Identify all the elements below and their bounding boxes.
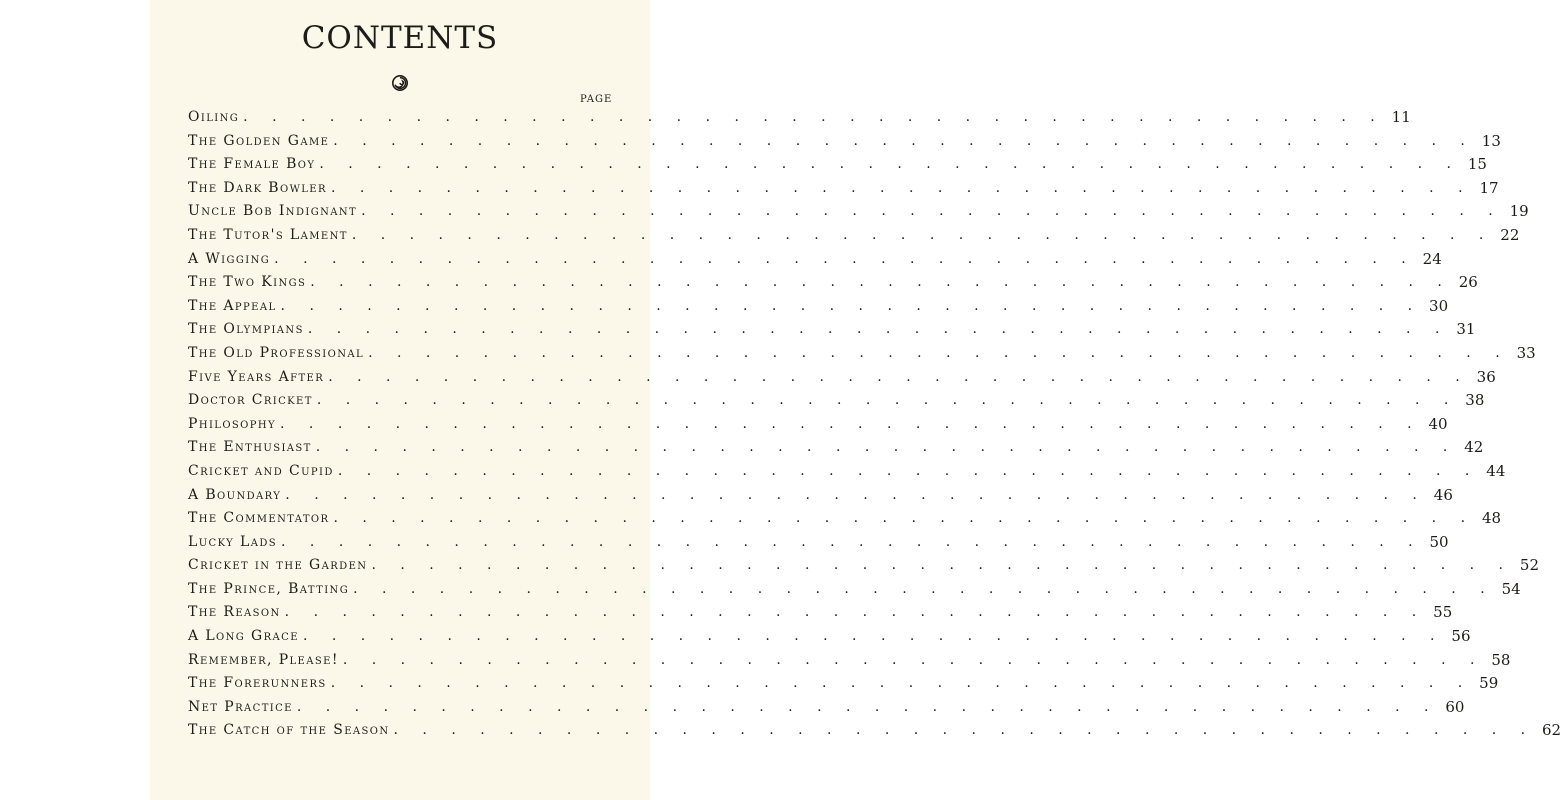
- dot-leader: . . . . . . . . . . . . . . . . . . . . . . . . . . . . . . . . . . . . . . . .: [353, 580, 1495, 597]
- entry-title: Remember, Please!: [188, 651, 339, 668]
- entry-title: Uncle Bob Indignant: [188, 203, 358, 220]
- contents-entry: [188, 413, 1448, 437]
- dot-leader: . . . . . . . . . . . . . . . . . . . . . . . . . . . . . . . . . . . . . . . .: [284, 604, 1427, 621]
- dot-leader: . . . . . . . . . . . . . . . . . . . . . . . . . . . . . . . . . . . . . . . .: [319, 156, 1461, 173]
- contents-entry: [188, 130, 1501, 154]
- contents-entry: [188, 106, 1411, 130]
- entry-title: The Commentator: [188, 510, 330, 527]
- dot-leader: . . . . . . . . . . . . . . . . . . . . . . . . . . . . . . . . . . . . . . . .: [342, 651, 1485, 668]
- entry-page-number: 60: [1445, 697, 1465, 716]
- dot-leader: . . . . . . . . . . . . . . . . . . . . . . . . . . . . . . . . . . . . . . . .: [393, 722, 1536, 739]
- dot-leader: . . . . . . . . . . . . . . . . . . . . . . . . . . . . . . . . . . . . . . . .: [368, 344, 1510, 361]
- contents-entry: [188, 554, 1540, 578]
- dot-leader: . . . . . . . . . . . . . . . . . . . . . . . . . . . . . . . . . . . . . . . .: [333, 132, 1475, 149]
- entry-page-number: 46: [1433, 485, 1453, 504]
- entry-title: Doctor Cricket: [188, 392, 313, 409]
- entry-page-number: 54: [1501, 579, 1521, 598]
- dot-leader: . . . . . . . . . . . . . . . . . . . . . . . . . . . . . . . . . . . . . . . .: [330, 675, 1473, 692]
- contents-entry: [188, 271, 1478, 295]
- entry-title: A Wigging: [188, 250, 271, 267]
- dot-leader: . . . . . . . . . . . . . . . . . . . . . . . . . . . . . . . . . . . . . . . .: [328, 368, 1470, 385]
- contents-entry: [188, 295, 1449, 319]
- dot-leader: . . . . . . . . . . . . . . . . . . . . . . . . . . . . . . . . . . . . . . . .: [280, 297, 1423, 314]
- entry-title: The Enthusiast: [188, 439, 312, 456]
- contents-entry: [188, 507, 1502, 531]
- contents-entry: [188, 601, 1453, 625]
- dot-leader: . . . . . . . . . . . . . . . . . . . . . . . . . . . . . . . . . . . . . . . .: [307, 321, 1450, 338]
- entry-title: Five Years After: [188, 368, 325, 385]
- entry-page-number: 33: [1516, 343, 1536, 362]
- entry-title: A Long Grace: [188, 628, 299, 645]
- contents-entry: [188, 318, 1476, 342]
- entry-page-number: 42: [1464, 438, 1484, 457]
- contents-list: [188, 106, 1561, 743]
- entry-title: Cricket and Cupid: [188, 462, 334, 479]
- entry-page-number: 13: [1481, 131, 1501, 150]
- entry-title: The Female Boy: [188, 156, 316, 173]
- contents-entry: [188, 719, 1561, 743]
- dot-leader: . . . . . . . . . . . . . . . . . . . . . . . . . . . . . . . . . . . . . . . .: [333, 510, 1476, 527]
- contents-entry: [188, 366, 1496, 390]
- contents-entry: [188, 342, 1536, 366]
- contents-entry: [188, 625, 1471, 649]
- contents-entry: [188, 578, 1521, 602]
- contents-entry: [188, 460, 1506, 484]
- entry-page-number: 52: [1519, 556, 1540, 575]
- entry-page-number: 19: [1509, 202, 1529, 221]
- entry-title: The Catch of the Season: [188, 722, 390, 739]
- contents-entry: [188, 153, 1487, 177]
- dot-leader: . . . . . . . . . . . . . . . . . . . . . . . . . . . . . . . . . . . . . . . .: [351, 226, 1494, 243]
- contents-entry: [188, 696, 1465, 720]
- entry-title: Net Practice: [188, 698, 293, 715]
- entry-page-number: 30: [1429, 296, 1449, 315]
- dot-leader: . . . . . . . . . . . . . . . . . . . . . . . . . . . . . . . . . . . . . . . .: [371, 557, 1514, 574]
- dot-leader: . . . . . . . . . . . . . . . . . . . . . . . . . . . . . . . . . . . . . . . .: [285, 486, 1427, 503]
- entry-title: The Old Professional: [188, 344, 365, 361]
- entry-page-number: 40: [1428, 414, 1448, 433]
- entry-title: The Golden Game: [188, 132, 330, 149]
- entry-page-number: 24: [1422, 249, 1442, 268]
- entry-title: A Boundary: [188, 486, 282, 503]
- entry-page-number: 48: [1481, 509, 1502, 528]
- contents-entry: [188, 248, 1442, 272]
- contents-entry: [188, 484, 1453, 508]
- entry-title: The Reason: [188, 604, 281, 621]
- swirl-ornament-icon: [391, 74, 409, 92]
- dot-leader: . . . . . . . . . . . . . . . . . . . . . . . . . . . . . . . . . . . . . . . .: [330, 179, 1473, 196]
- dot-leader: . . . . . . . . . . . . . . . . . . . . . . . . . . . . . . . . . . . . . . . .: [316, 392, 1459, 409]
- entry-page-number: 31: [1456, 320, 1476, 339]
- entry-title: Lucky Lads: [188, 533, 278, 550]
- entry-title: Oiling: [188, 109, 240, 125]
- page-title: CONTENTS: [301, 20, 499, 56]
- entry-page-number: 62: [1542, 721, 1561, 740]
- entry-page-number: 11: [1391, 108, 1411, 126]
- entry-title: The Tutor's Lament: [188, 226, 348, 243]
- contents-entry: [188, 649, 1511, 673]
- dot-leader: . . . . . . . . . . . . . . . . . . . . . . . . . . . . . . . . . . . . . . . .: [315, 439, 1458, 456]
- dot-leader: . . . . . . . . . . . . . . . . . . . . . . . . . . . . . . . . . . . . . . . .: [310, 274, 1452, 291]
- contents-entry: [188, 200, 1529, 224]
- contents-entry: [188, 672, 1499, 696]
- contents-entry: [188, 177, 1499, 201]
- dot-leader: . . . . . . . . . . . . . . . . . . . . . . . . . . . . . . . . . . . . . . . .: [361, 203, 1503, 220]
- entry-page-number: 55: [1433, 603, 1453, 622]
- entry-page-number: 50: [1429, 532, 1449, 551]
- dot-leader: . . . . . . . . . . . . . . . . . . . . . . . . . . . . . . . . . . . . . . . .: [296, 698, 1439, 715]
- contents-entry: [188, 436, 1484, 460]
- dot-leader: . . . . . . . . . . . . . . . . . . . . . . . . . . . . . . . . . . . . . . . .: [281, 533, 1423, 550]
- entry-page-number: 17: [1479, 178, 1499, 197]
- entry-page-number: 58: [1491, 650, 1511, 669]
- dot-leader: . . . . . . . . . . . . . . . . . . . . . . . . . . . . . . . . . . . . . . . .: [302, 628, 1445, 645]
- entry-page-number: 59: [1479, 674, 1499, 693]
- entry-page-number: 22: [1500, 225, 1520, 244]
- book-page: [150, 0, 1561, 800]
- entry-page-number: 15: [1467, 155, 1487, 174]
- dot-leader: . . . . . . . . . . . . . . . . . . . . . . . . . . . . . . . . . . . . . . . .: [337, 462, 1480, 479]
- entry-page-number: 26: [1458, 273, 1478, 292]
- entry-title: Cricket in the Garden: [188, 557, 368, 574]
- page-column-label: PAGE: [580, 94, 613, 105]
- dot-leader: . . . . . . . . . . . . . . . . . . . . . . . . . . . . . . . . . . . . . . . .: [243, 109, 1385, 125]
- entry-title: The Olympians: [188, 321, 304, 338]
- entry-title: The Appeal: [188, 297, 277, 314]
- contents-entry: [188, 224, 1520, 248]
- entry-title: The Forerunners: [188, 675, 327, 692]
- contents-entry: [188, 531, 1449, 555]
- entry-title: The Two Kings: [188, 274, 307, 291]
- contents-entry: [188, 389, 1485, 413]
- entry-page-number: 44: [1486, 461, 1506, 480]
- dot-leader: . . . . . . . . . . . . . . . . . . . . . . . . . . . . . . . . . . . . . . . .: [280, 415, 1422, 432]
- entry-page-number: 36: [1476, 367, 1496, 386]
- entry-page-number: 56: [1451, 627, 1471, 646]
- entry-page-number: 38: [1465, 391, 1485, 410]
- dot-leader: . . . . . . . . . . . . . . . . . . . . . . . . . . . . . . . . . . . . . . . .: [274, 250, 1416, 267]
- entry-title: Philosophy: [188, 415, 277, 432]
- entry-title: The Dark Bowler: [188, 179, 327, 196]
- entry-title: The Prince, Batting: [188, 580, 350, 597]
